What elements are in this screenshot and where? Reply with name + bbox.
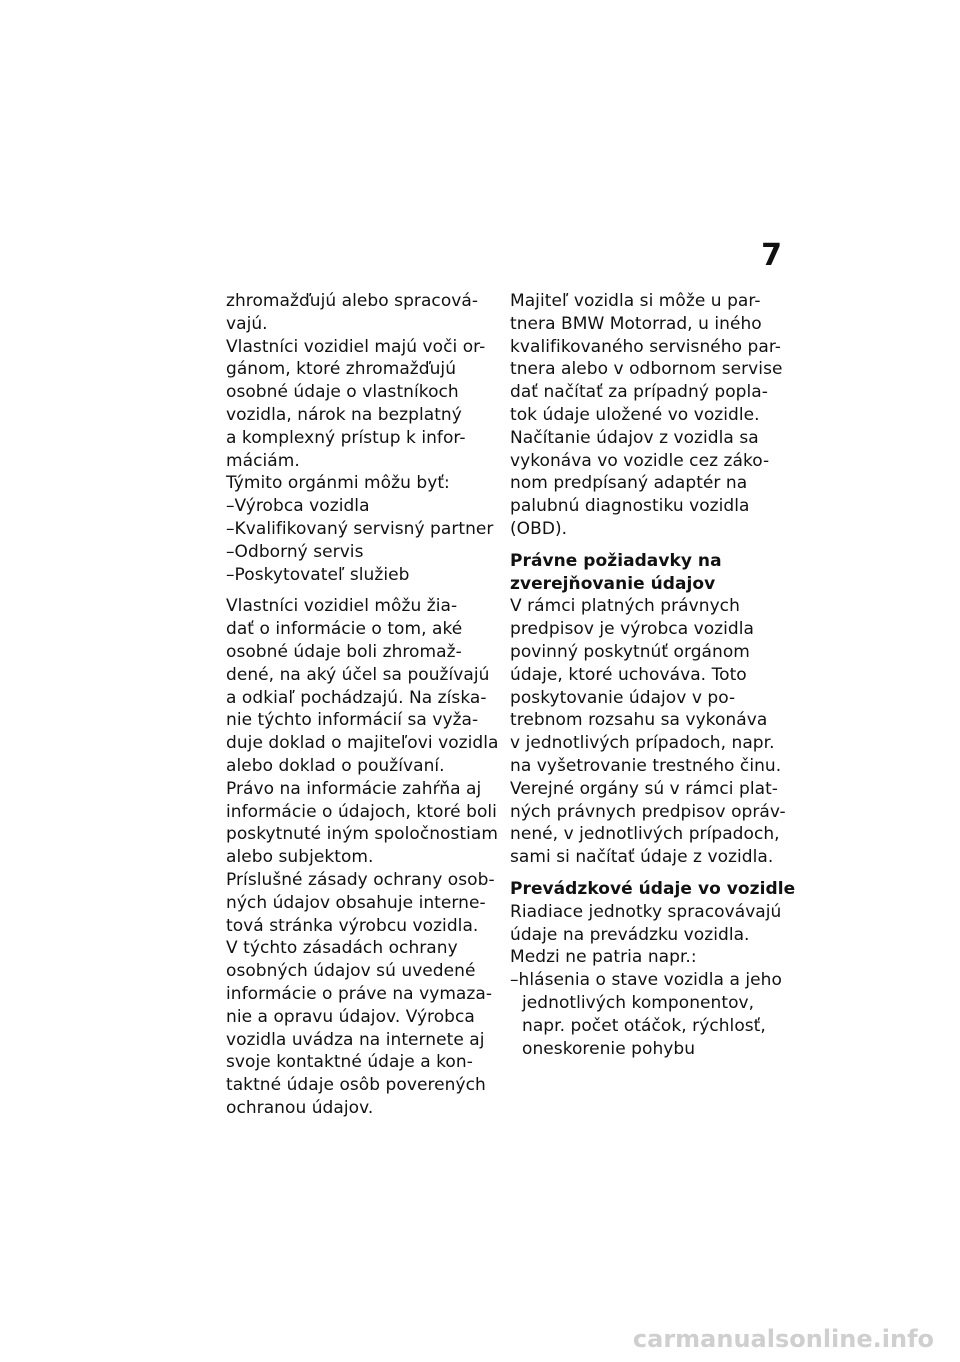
text-line: Majiteľ vozidla si môže u par- bbox=[510, 291, 761, 311]
list-item-continuation: napr. počet otáčok, rýchlosť, bbox=[522, 1015, 766, 1036]
text-line: dené, na aký účel sa používajú bbox=[226, 664, 490, 685]
left-paragraph-2 bbox=[226, 595, 499, 1119]
text-line: a odkiaľ pochádzajú. Na získa- bbox=[226, 687, 487, 708]
heading-line: Právne požiadavky na bbox=[510, 550, 722, 571]
text-line: ných údajov obsahuje interne- bbox=[226, 892, 486, 913]
text-line: V týchto zásadách ochrany bbox=[226, 938, 458, 959]
text-line: vajú. bbox=[226, 313, 268, 334]
text-line: tnera alebo v odbornom servise bbox=[510, 359, 783, 380]
right-column bbox=[510, 290, 796, 1060]
right-paragraph-1 bbox=[510, 290, 782, 541]
text-line: sami si načítať údaje z vozidla. bbox=[510, 847, 774, 868]
text-line: gánom, ktoré zhromažďujú bbox=[226, 359, 457, 380]
text-line: kvalifikovaného servisného par- bbox=[510, 336, 781, 357]
watermark: carmanualsonline.info bbox=[632, 1325, 934, 1353]
text-line: Právo na informácie zahŕňa aj bbox=[226, 778, 482, 799]
text-line: alebo subjektom. bbox=[226, 847, 374, 868]
list-item: –Výrobca vozidla bbox=[226, 496, 370, 517]
text-line: alebo doklad o používaní. bbox=[226, 755, 445, 776]
paragraph-gap bbox=[226, 586, 494, 595]
list-item-continuation: oneskorenie pohybu bbox=[522, 1038, 696, 1059]
text-line: osobné údaje boli zhromaž- bbox=[226, 641, 462, 662]
text-line: taktné údaje osôb poverených bbox=[226, 1075, 486, 1096]
text-line: nie a opravu údajov. Výrobca bbox=[226, 1006, 475, 1027]
text-line: Vlastníci vozidiel môžu žia- bbox=[226, 596, 458, 617]
text-line: nom predpísaný adaptér na bbox=[510, 473, 748, 494]
text-line: tok údaje uložené vo vozidle. bbox=[510, 404, 760, 425]
text-line: vozidla uvádza na internete aj bbox=[226, 1029, 485, 1050]
text-line: zhromažďujú alebo spracová- bbox=[226, 291, 479, 311]
text-line: osobných údajov sú uvedené bbox=[226, 961, 476, 982]
text-line: vozidla, nárok na bezplatný bbox=[226, 404, 462, 425]
text-line: poskytnuté iným spoločnostiam bbox=[226, 824, 498, 845]
text-line: tová stránka výrobcu vozidla. bbox=[226, 915, 479, 936]
text-line: Príslušné zásady ochrany osob- bbox=[226, 869, 495, 890]
list-item: –Kvalifikovaný servisný partner bbox=[226, 518, 494, 539]
section-heading-legal bbox=[510, 550, 782, 596]
text-line: predpisov je výrobca vozidla bbox=[510, 619, 755, 640]
left-column bbox=[226, 290, 499, 1120]
text-line: Verejné orgány sú v rámci plat- bbox=[510, 778, 778, 799]
text-line: Vlastníci vozidiel majú voči or- bbox=[226, 336, 486, 357]
right-paragraph-2 bbox=[510, 595, 786, 869]
text-line: máciám. bbox=[226, 450, 300, 471]
text-line: dať o informácie o tom, aké bbox=[226, 619, 463, 640]
text-line: informácie o údajoch, ktoré boli bbox=[226, 801, 497, 822]
text-line: duje doklad o majiteľovi vozidla bbox=[226, 733, 499, 754]
text-line: Týmito orgánmi môžu byť: bbox=[226, 473, 450, 494]
list-item-continuation: jednotlivých komponentov, bbox=[522, 992, 755, 1013]
list-item: –Poskytovateľ služieb bbox=[226, 564, 410, 585]
text-line: vykonáva vo vozidle cez záko- bbox=[510, 450, 770, 471]
list-item: –Odborný servis bbox=[226, 541, 364, 562]
text-line: tnera BMW Motorrad, u iného bbox=[510, 313, 762, 334]
text-line: nie týchto informácií sa vyža- bbox=[226, 710, 479, 731]
paragraph-gap bbox=[510, 541, 782, 550]
text-line: svoje kontaktné údaje a kon- bbox=[226, 1052, 473, 1073]
text-line: palubnú diagnostiku vozidla bbox=[510, 496, 750, 517]
text-line: poskytovanie údajov v po- bbox=[510, 687, 736, 708]
text-line: ochranou údajov. bbox=[226, 1097, 374, 1118]
section-heading-operational bbox=[510, 878, 796, 901]
text-line: povinný poskytnúť orgánom bbox=[510, 641, 750, 662]
heading-line: Prevádzkové údaje vo vozidle bbox=[510, 878, 796, 899]
left-paragraph-1 bbox=[226, 290, 494, 586]
text-line: osobné údaje o vlastníkoch bbox=[226, 382, 459, 403]
text-line: na vyšetrovanie trestného činu. bbox=[510, 755, 782, 776]
text-line: Načítanie údajov z vozidla sa bbox=[510, 427, 759, 448]
text-line: ných právnych predpisov opráv- bbox=[510, 801, 786, 822]
text-line: v jednotlivých prípadoch, napr. bbox=[510, 733, 775, 754]
list-item: –hlásenia o stave vozidla a jeho bbox=[510, 970, 782, 991]
text-line: Riadiace jednotky spracovávajú bbox=[510, 901, 782, 922]
text-line: údaje na prevádzku vozidla. bbox=[510, 924, 750, 945]
text-line: V rámci platných právnych bbox=[510, 596, 740, 617]
text-line: a komplexný prístup k infor- bbox=[226, 427, 466, 448]
text-line: nené, v jednotlivých prípadoch, bbox=[510, 824, 780, 845]
text-line: trebnom rozsahu sa vykonáva bbox=[510, 710, 768, 731]
text-line: (OBD). bbox=[510, 518, 568, 539]
page-number: 7 bbox=[761, 238, 782, 273]
heading-line: zverejňovanie údajov bbox=[510, 573, 716, 594]
right-paragraph-3 bbox=[510, 901, 782, 1061]
text-line: informácie o práve na vymaza- bbox=[226, 983, 493, 1004]
text-line: dať načítať za prípadný popla- bbox=[510, 382, 768, 403]
paragraph-gap bbox=[510, 869, 782, 878]
text-line: údaje, ktoré uchováva. Toto bbox=[510, 664, 747, 685]
text-line: Medzi ne patria napr.: bbox=[510, 947, 697, 968]
